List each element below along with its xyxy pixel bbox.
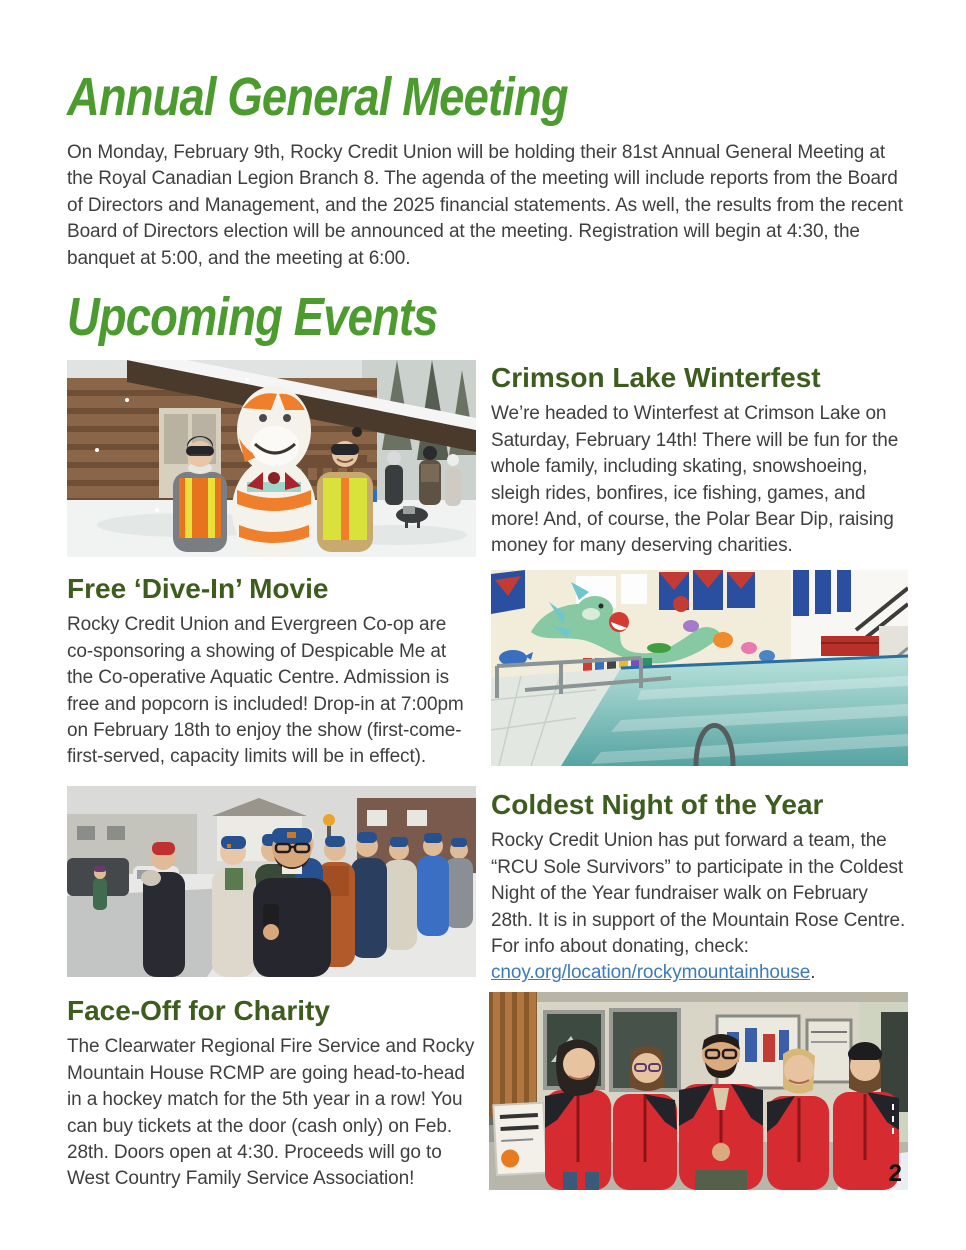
- walkers-photo-illustration: [67, 786, 476, 977]
- mascot-photo-illustration: [67, 360, 476, 557]
- divein-heading: Free ‘Dive-In’ Movie: [67, 573, 329, 604]
- winterfest-body: We’re headed to Winterfest at Crimson Lake on Saturday, February 14th! There will be fun for the whole family, including skating, snowshoeing, sleigh rides, bonfires, ice fishing, games, and more! And, of course, the Polar Bear Dip, raising money for many deserving charities.: [491, 403, 899, 557]
- section-coldest: [491, 790, 908, 987]
- page-title-agm: Annual General Meeting: [67, 67, 568, 127]
- cnoy-link[interactable]: cnoy.org/location/rockymountainhouse: [491, 962, 811, 984]
- shootout-poster: [493, 1103, 547, 1176]
- coldest-heading: Coldest Night of the Year: [491, 789, 824, 820]
- section-faceoff: [67, 996, 476, 1193]
- section-divein: [67, 574, 476, 771]
- page-title-upcoming-events: Upcoming Events: [67, 287, 438, 347]
- winterfest-heading: Crimson Lake Winterfest: [491, 362, 821, 393]
- cnoy-walk-photo: [67, 786, 476, 977]
- team-photo-illustration: [489, 992, 908, 1190]
- page-number: 2: [888, 1160, 902, 1187]
- coldest-body: [491, 828, 908, 986]
- winterfest-mascot-photo: [67, 360, 476, 557]
- coldest-body-text: Rocky Credit Union has put forward a team, the “RCU Sole Survivors” to participate in the Coldest Night of the Year fundraiser walk on February 28th. It is in support of the Mountain Rose Centre. For info about donating, check:: [491, 830, 906, 958]
- pool-photo-illustration: [491, 570, 908, 766]
- faceoff-body: The Clearwater Regional Fire Service and Rocky Mountain House RCMP are going head-to-head in a hockey match for the 5th year in a row! You can buy tickets at the door (cash only) on Feb. 28th. Doors open at 4:30. Proceeds will go to West Country Family Service Association!: [67, 1036, 475, 1190]
- aquatic-centre-photo: [491, 570, 908, 766]
- coldest-body-period: .: [810, 962, 816, 984]
- wood-slat-wall: [489, 992, 537, 1117]
- team-photo: [489, 992, 908, 1190]
- section-winterfest: [491, 363, 908, 560]
- faceoff-heading: Face-Off for Charity: [67, 995, 330, 1026]
- divein-body: Rocky Credit Union and Evergreen Co-op are co-sponsoring a showing of Despicable Me at the Co-operative Aquatic Centre. Admission is free and popcorn is included! Drop-in at 7:00pm on February 18th to enjoy the show (first-come-first-served, capacity limits will be in effect).: [67, 614, 464, 768]
- agm-paragraph: On Monday, February 9th, Rocky Credit Union will be holding their 81st Annual General Meeting at the Royal Canadian Legion Branch 8. The agenda of the meeting will include reports from the Board of Directors and Management, and the 2025 financial statements. As well, the results from the recent Board of Directors election will be announced at the meeting. Registration will begin at 4:30, the banquet at 5:00, and the meeting at 6:00.: [67, 142, 903, 269]
